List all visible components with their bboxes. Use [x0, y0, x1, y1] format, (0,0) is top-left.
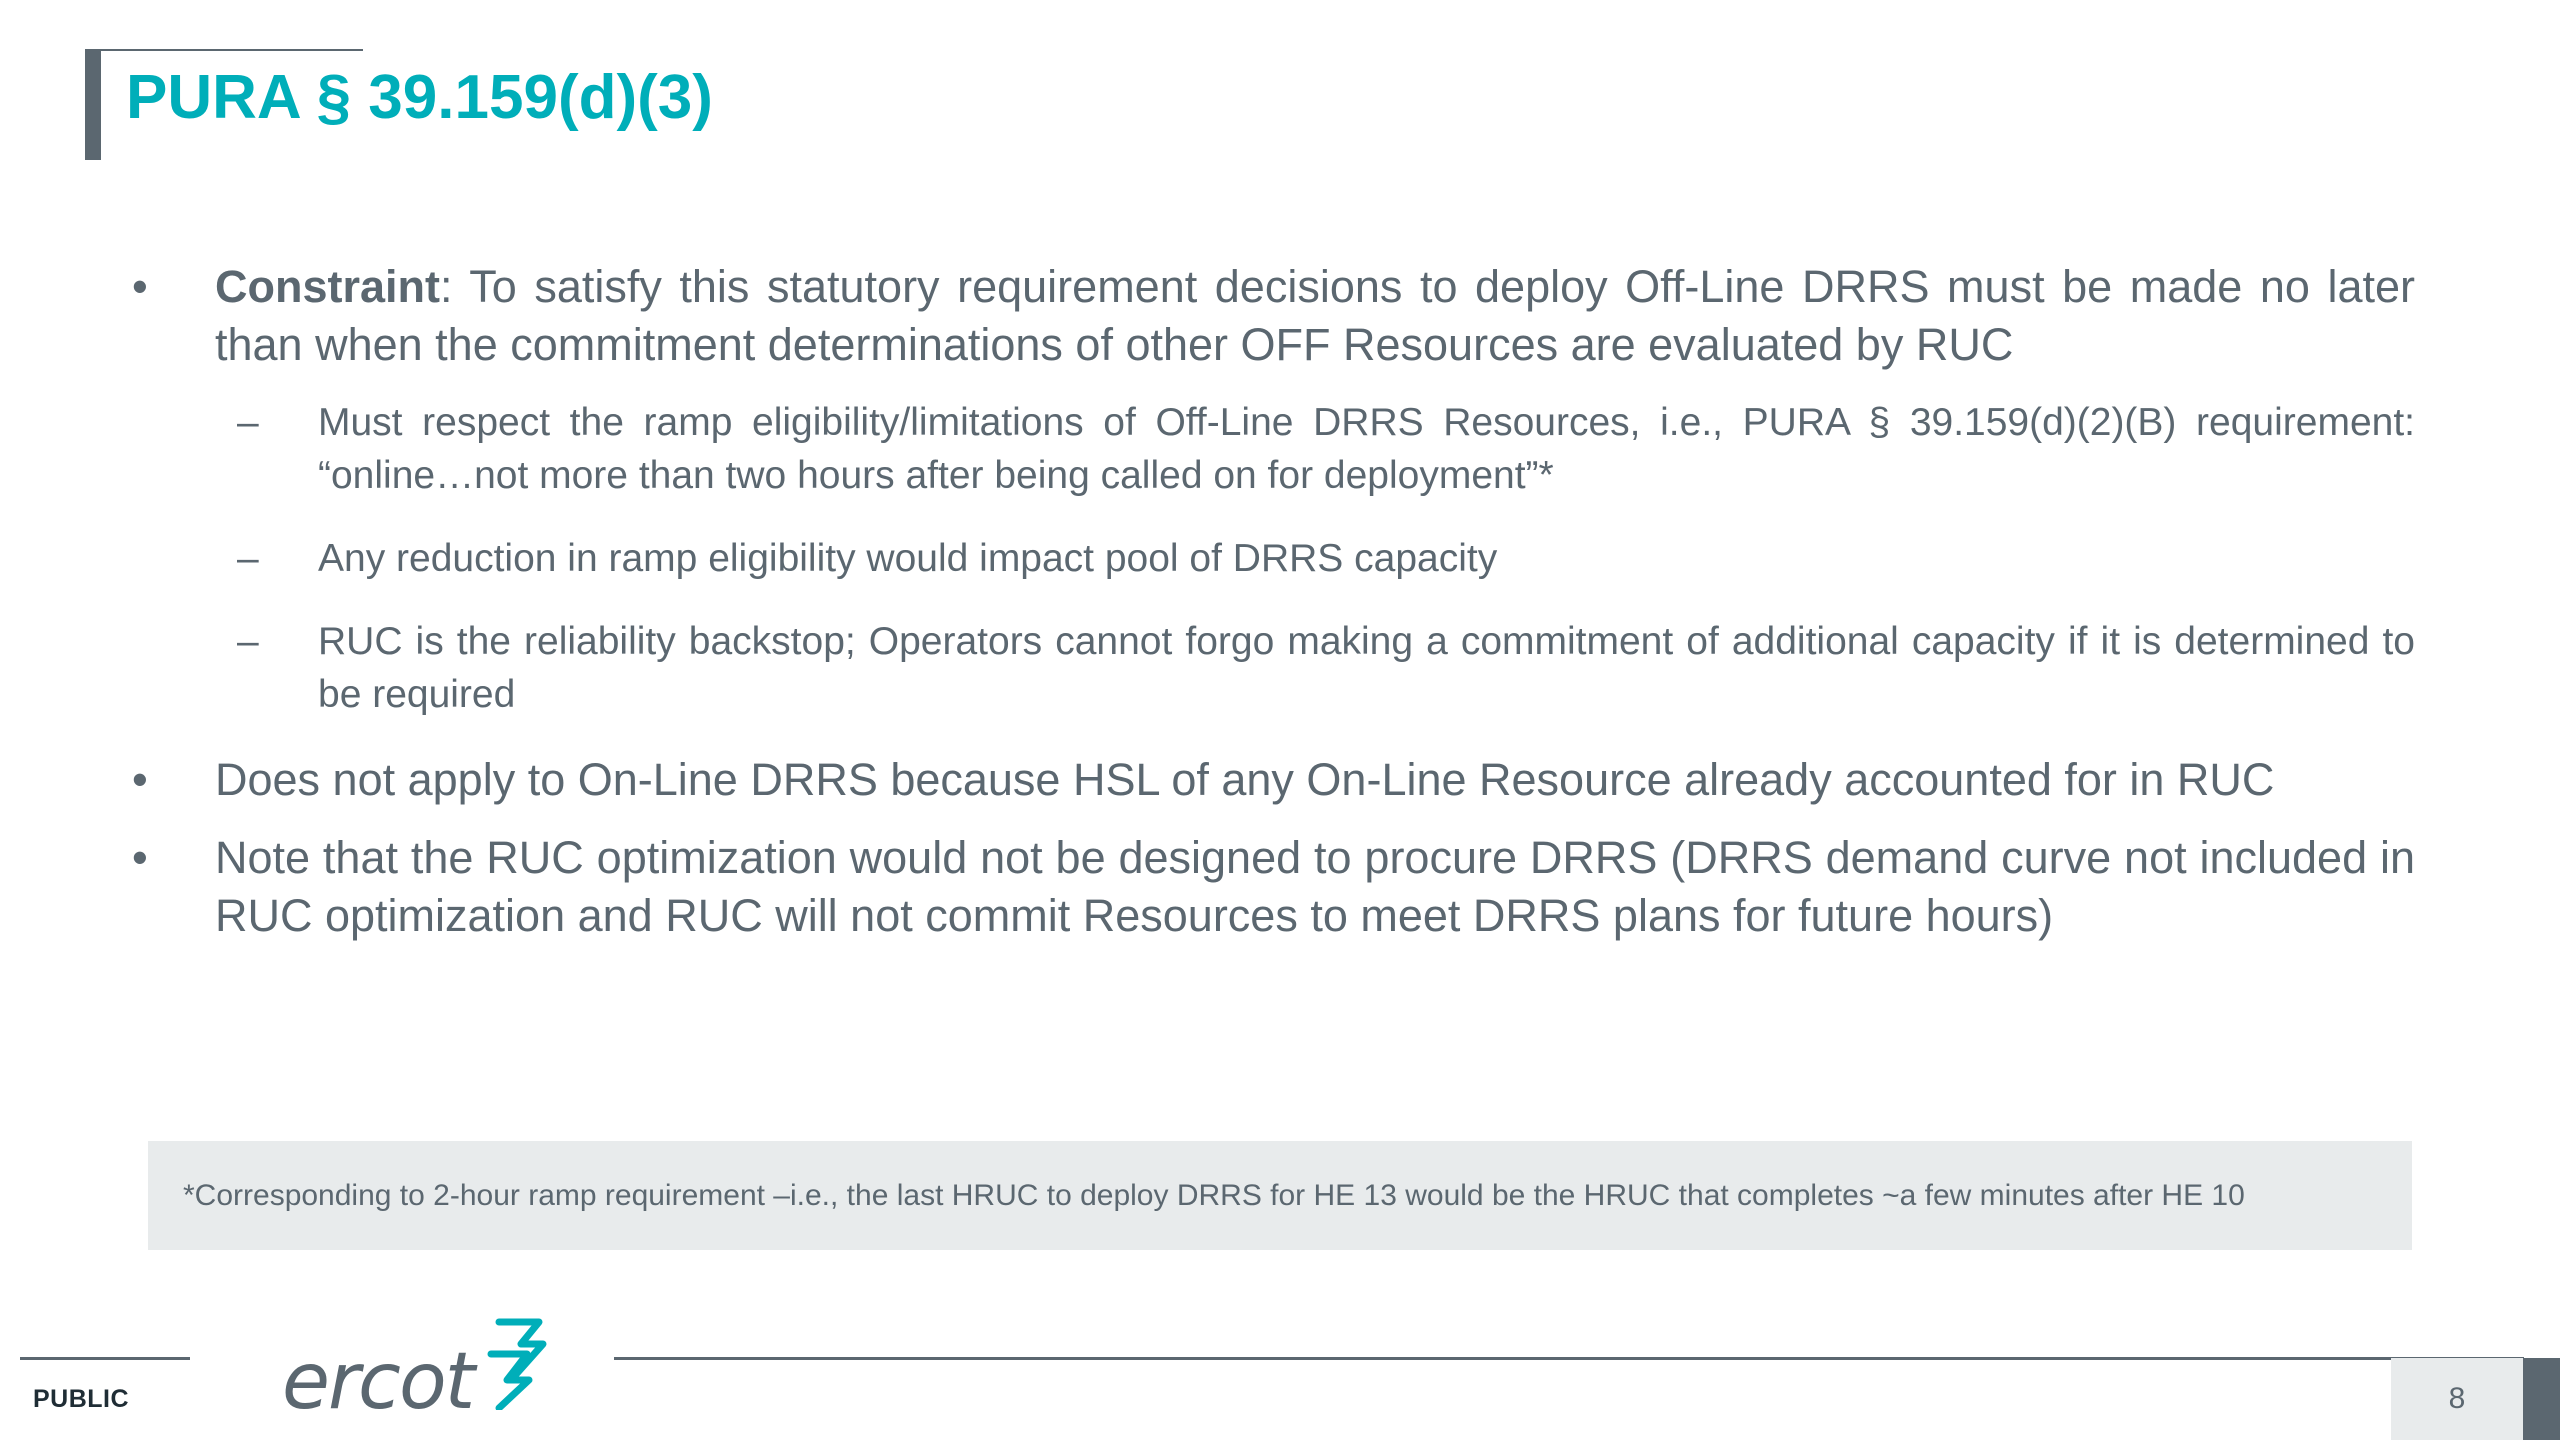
footer-divider-left: [20, 1357, 190, 1360]
sub-bullet-ramp-eligibility: [235, 396, 2415, 502]
sub-bullet-list: [130, 396, 2415, 721]
sub-bullet-text: Must respect the ramp eligibility/limitations of Off-Line DRRS Resources, i.e., PURA § 39.159(d)(2)(B) requirement: “online…not more than two hours after being called on for deployment”*: [318, 401, 2415, 497]
classification-label: PUBLIC: [33, 1385, 130, 1413]
bullet-text: : To satisfy this statutory requirement decisions to deploy Off-Line DRRS must be made no later than when the commitment determinations of other OFF Resources are evaluated by RUC: [215, 261, 2415, 370]
footnote-box: [148, 1141, 2412, 1250]
bullet-constraint: [130, 258, 2415, 374]
bullet-text: Note that the RUC optimization would not be designed to procure DRRS (DRRS demand curve not included in RUC optimization and RUC will not commit Resources to meet DRRS plans for future hours): [215, 832, 2415, 941]
footnote-text: *Corresponding to 2-hour ramp requirement –i.e., the last HRUC to deploy DRRS for HE 13 would be the HRUC that completes ~a few minutes after HE 10: [183, 1178, 2245, 1212]
bullet-marker: •: [132, 832, 148, 883]
bullet-ruc-optimization: [130, 829, 2415, 945]
bullet-marker: •: [132, 754, 148, 805]
sub-bullet-reduction: [235, 532, 2415, 585]
sub-bullet-text: Any reduction in ramp eligibility would impact pool of DRRS capacity: [318, 537, 1498, 580]
bullet-marker: •: [132, 261, 148, 312]
page-number: 8: [2448, 1382, 2466, 1415]
lightning-bolt-icon: [477, 1318, 549, 1415]
footer-divider-right: [614, 1357, 2524, 1360]
bullet-text: Does not apply to On-Line DRRS because HSL of any On-Line Resource already accounted for in RUC: [215, 754, 2275, 805]
sub-bullet-ruc-backstop: [235, 615, 2415, 721]
title-accent-bar: [85, 50, 101, 160]
sub-bullet-marker: –: [237, 537, 259, 580]
bullet-bold-lead: Constraint: [215, 261, 440, 312]
title-rule: [85, 49, 363, 51]
corner-accent-bar: [2523, 1358, 2560, 1440]
page-number-box: [2391, 1358, 2523, 1440]
bullet-online-drrs: [130, 751, 2415, 809]
slide-content: [130, 258, 2415, 965]
ercot-logo: [282, 1318, 549, 1427]
sub-bullet-marker: –: [237, 620, 259, 663]
slide-title: PURA § 39.159(d)(3): [126, 63, 713, 132]
logo-wordmark: ercot: [282, 1337, 474, 1427]
sub-bullet-marker: –: [237, 401, 259, 444]
sub-bullet-text: RUC is the reliability backstop; Operators cannot forgo making a commitment of additional capacity if it is determined to be required: [318, 620, 2415, 716]
